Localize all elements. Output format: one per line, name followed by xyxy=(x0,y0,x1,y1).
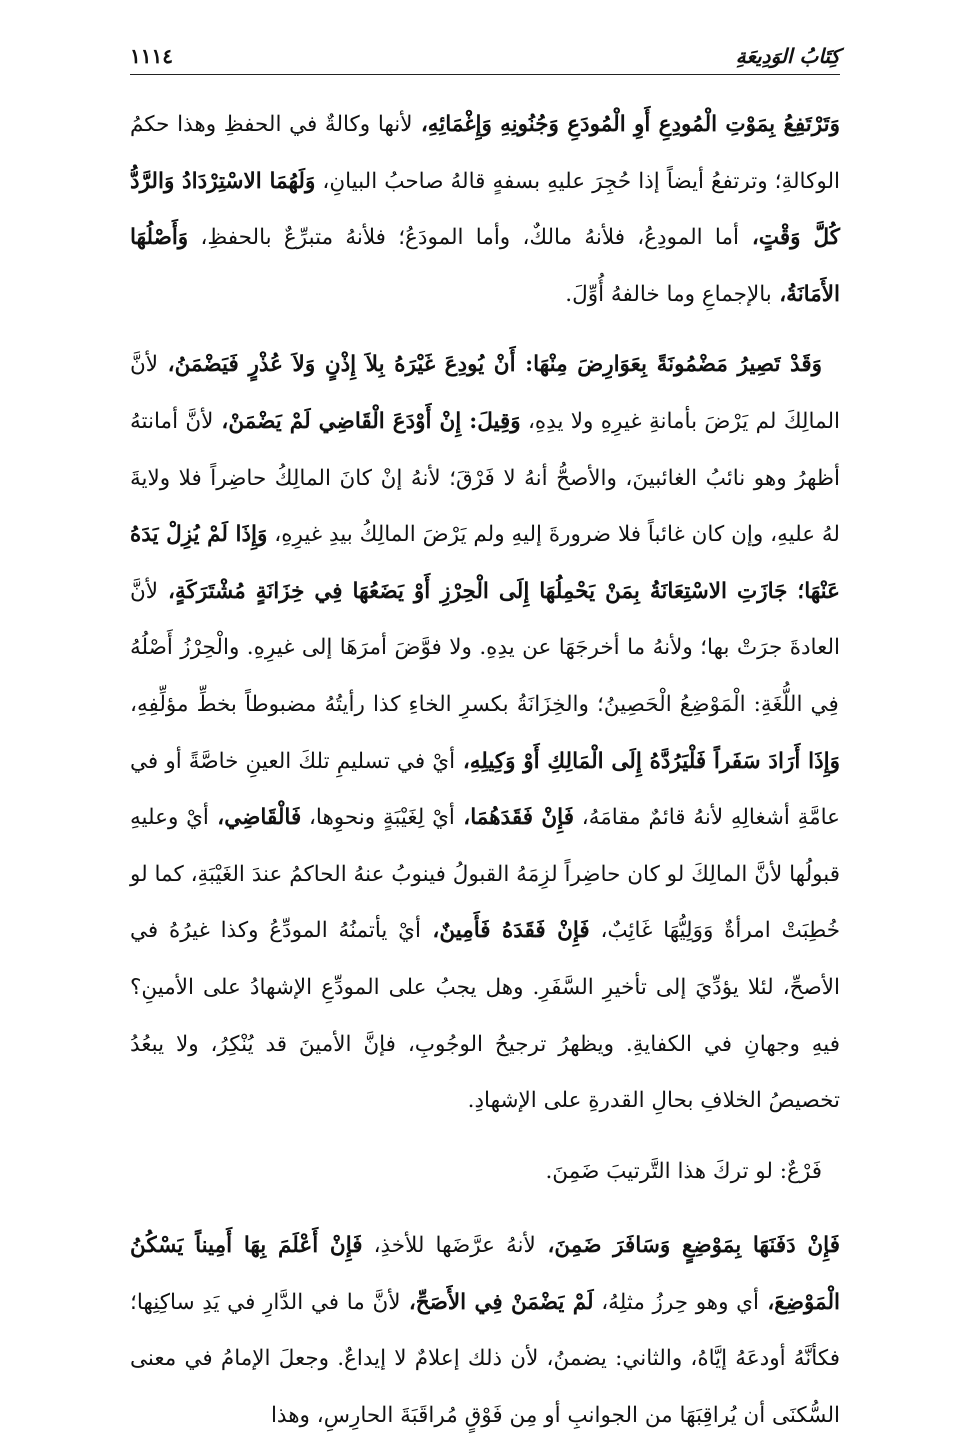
matn-text: وَقِيلَ: إِنْ أَوْدَعَ الْقَاضِي لَمْ يَضْمَنْ، xyxy=(213,408,521,434)
commentary-text: أي وهو حِرزُ مثلِهُ، xyxy=(593,1289,759,1315)
commentary-text: أيْ في تسليمِ تلكَ العينِ خاصَّةً أو في عامَّةِ أشغالِهِ لأنهُ قائمٌ مقامَهُ، xyxy=(130,748,840,831)
running-title: كِتَابُ الوَدِيعَةِ xyxy=(730,44,840,68)
matn-text: وَأَصْلُهَا الأَمَانَةُ، xyxy=(130,225,840,307)
paragraph-2 xyxy=(130,337,840,1129)
running-header xyxy=(130,40,840,75)
commentary-text: فَرْعٌ: لو تركَ هذا التَّرتيبَ ضَمِنَ. xyxy=(545,1158,822,1184)
commentary-text: لأنَّ أمانتهُ أظهرُ وهو نائبُ الغائبينَ، والأصحُّ أنهُ لا فَرْقَ؛ لأنهُ إنْ كانَ المالِكُ حاضِراً فلا ولايةَ لهُ عليهِ، وإن كان غائباً فلا ضرورةَ إليهِ ولم يَرْضَ المالِكُ بيدِ غيرِهِ، xyxy=(130,408,840,548)
matn-text: فَإِنْ فَقَدَهُمَا، xyxy=(454,805,575,831)
commentary-text: أيْ لِغَيْبَةٍ ونحوِها، xyxy=(301,805,455,831)
commentary-text: لأنَّ المالِكَ لم يَرْضَ بأمانةِ غيرِهِ ولا يدِهِ، xyxy=(130,352,840,434)
paragraph-1 xyxy=(130,97,840,323)
matn-text: فَإِنْ دَفَنَهَا بِمَوْضِعٍ وَسَافَرَ ضَمِنَ، xyxy=(535,1233,840,1259)
commentary-text: لأنهُ عرَّضَها للأخذِ، xyxy=(362,1233,536,1259)
matn-text: وَقَدْ تَصِيرُ مَضْمُونَةً بِعَوَارِضَ مِنْهَا: أَنْ يُودِعَ غَيْرَهُ بِلاَ إِذْنٍ وَلاَ عُذْرٍ فَيَضْمَنُ، xyxy=(158,352,822,378)
matn-text: فَالْقَاضِي، xyxy=(208,805,302,831)
commentary-text: بالإجماعِ وما خالفهُ أُوِّلَ. xyxy=(565,281,772,307)
commentary-text: أما المودِعُ، فلأنهُ مالكٌ، وأما المودَعُ؛ فلأنهُ متبرِّعٌ بالحفظِ، xyxy=(188,225,739,251)
paragraph-4 xyxy=(130,1218,840,1444)
matn-text: لَمْ يَضْمَنْ فِي الأَصَحِّ، xyxy=(400,1289,594,1315)
matn-text: وَإِذَا أَرَادَ سَفَراً فَلْيَرُدَّهُ إِلَى الْمَالِكِ أَوْ وَكِيلِهِ، xyxy=(455,748,840,774)
commentary-text: لأنها وكالةٌ في الحفظِ وهذا حكمُ الوكالةِ؛ وترتفعُ أيضاً إذا حُجِرَ عليهِ بسفهٍ قالهُ صاحبُ البيانِ، xyxy=(130,112,840,194)
commentary-text: أيْ يأتمنُهُ المودِّعُ وكذا غيرُهُ في الأصحِّ، لئلا يؤدِّيَ إلى تأخيرِ السَّفَرِ. وهل يجبُ على المودِّعِ الإشهادُ على الأمينِ؟ فيهِ وجهانِ في الكفايةِ. ويظهرُ ترجيحُ الوجُوبِ، فإنَّ الأمينَ قد يُنْكِرُ، ولا يبعُدُ تخصيصُ الخلافِ بحالِ القدرةِ على الإشهادِ. xyxy=(130,918,840,1114)
body-text xyxy=(130,97,840,1445)
matn-text: وَتَرْتَفِعُ بِمَوْتِ الْمُودِعِ أَوِ الْمُودَعِ وَجُنُونِهِ وَإِغْمَائِهِ، xyxy=(412,112,840,137)
commentary-text: لأنَّ العادةَ جرَتْ بها؛ ولأنهُ ما أخرجَهَا عن يدِهِ. ولا فوَّضَ أمرَهَا إلى غيرِهِ. والْحِرْزُ أَصْلُهُ فِي اللُّغَةِ: الْمَوْضِعُ الْحَصِينُ؛ والخِزَانَةُ بكسرِ الخاءِ كذا رأيتُهُ مضبوطاً بخطِّ مؤلِّفِهِ، xyxy=(130,578,840,717)
paragraph-3-far xyxy=(130,1144,840,1201)
matn-text: وَإِذَا لَمْ يُزِلْ يَدَهُ عَنْهَا؛ جَازَتِ الاسْتِعَانَةُ بِمَنْ يَحْمِلُهَا إِلَى الْحِرْزِ أَوْ يَضَعُهَا فِي خِزَانَةٍ مُشْتَرَكَةٍ، xyxy=(130,522,840,604)
commentary-text: أيْ وعليهِ قبولُها لأنَّ المالِكَ لو كان حاضِراً لزِمَهُ القبولُ فينوبُ عنهُ الحاكمُ عندَ الغَيْبَةِ، كما لو خُطِبَتْ امرأةٌ وَوَلِيُّهَا غَائِبٌ، xyxy=(130,805,840,944)
page-number: ١١١٤ xyxy=(130,44,179,68)
matn-text: فَإِنْ فَقَدَهُ فَأَمِينٌ، xyxy=(421,918,590,944)
commentary-text: لأنَّ ما في الدَّارِ في يَدِ ساكِنِها؛ فكأنَّهُ أودعَهُ إيَّاهُ، والثاني: يضمنُ، لأن ذلك إعلامٌ لا إيداعٌ. وجعلَ الإمامُ في معنى السُّكنَى أن يُراقِبَهَا من الجوانبِ أو مِن فَوْقٍ مُراقَبَةَ الحارِسِ، وهذا xyxy=(130,1289,840,1429)
book-page xyxy=(130,40,841,1429)
matn-text: وَلَهُمَا الاسْتِرْدَادُ وَالرَّدُّ كُلَّ وَقْتٍ، xyxy=(130,168,840,251)
matn-text: فَإِنْ أَعْلَمَ بِهَا أَمِيناً يَسْكُنُ الْمَوْضِعَ، xyxy=(130,1233,841,1315)
